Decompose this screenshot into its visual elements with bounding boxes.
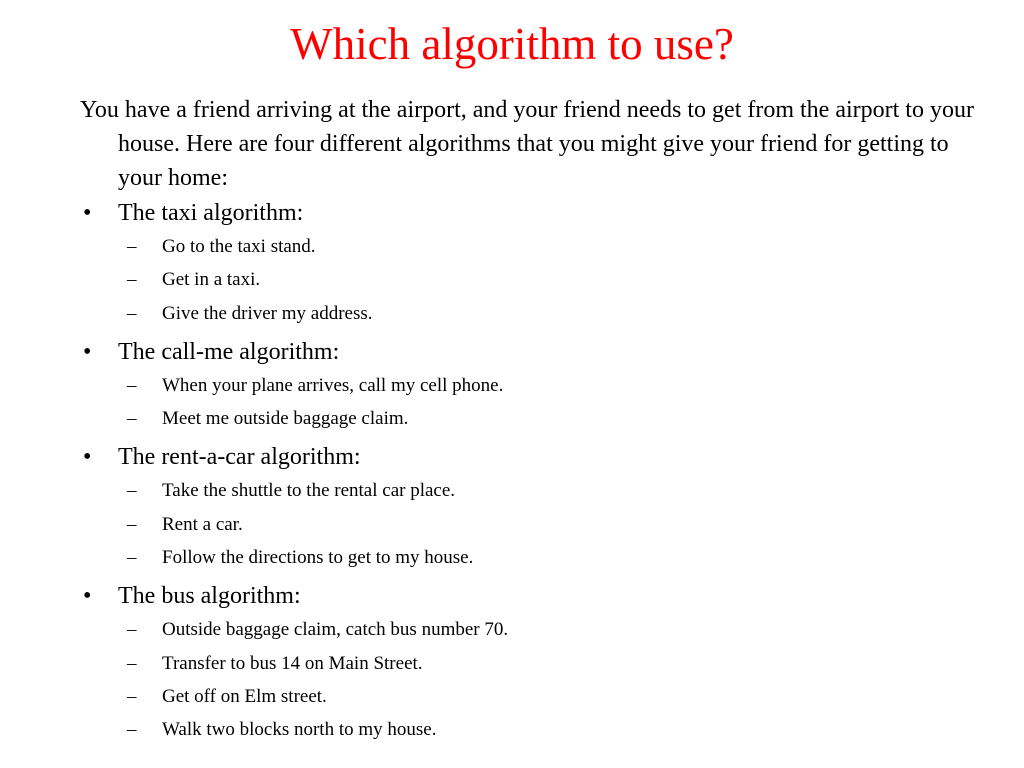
dash-icon: – — [127, 685, 137, 707]
item-text: Transfer to bus 14 on Main Street. — [162, 652, 423, 674]
dash-icon: – — [127, 408, 137, 430]
dash-icon: – — [127, 236, 137, 257]
section-rent-a-car — [80, 440, 960, 474]
list-item — [80, 613, 960, 646]
section-label: The taxi algorithm: — [118, 200, 304, 226]
item-text: Go to the taxi stand. — [162, 236, 316, 257]
list-item — [80, 474, 960, 507]
list-item — [80, 680, 960, 713]
algorithm-list — [80, 196, 960, 747]
dash-icon: – — [127, 513, 137, 535]
dash-icon: – — [127, 547, 137, 569]
list-item — [80, 713, 960, 746]
section-taxi — [80, 196, 960, 230]
item-text: Follow the directions to get to my house. — [162, 547, 474, 569]
item-text: Walk two blocks north to my house. — [162, 719, 437, 741]
list-item — [80, 230, 960, 263]
item-text: Rent a car. — [162, 513, 243, 535]
item-text: Take the shuttle to the rental car place. — [162, 480, 456, 502]
item-text: Outside baggage claim, catch bus number 70. — [162, 619, 509, 641]
section-call-me — [80, 335, 960, 369]
section-bus — [80, 579, 960, 613]
section-label: The bus algorithm: — [118, 583, 301, 610]
dash-icon: – — [127, 719, 137, 741]
list-item — [80, 263, 960, 296]
item-text: Get in a taxi. — [162, 269, 261, 291]
item-text: Get off on Elm street. — [162, 685, 327, 707]
list-item — [80, 297, 960, 330]
dash-icon: – — [127, 269, 137, 291]
list-item — [80, 369, 960, 402]
dash-icon: – — [127, 652, 137, 674]
section-label: The rent-a-car algorithm: — [118, 444, 361, 471]
list-item — [80, 508, 960, 541]
bullet-icon: • — [83, 444, 92, 471]
dash-icon: – — [127, 374, 137, 396]
section-label: The call-me algorithm: — [118, 338, 340, 365]
bullet-icon: • — [83, 200, 92, 226]
item-text: Meet me outside baggage claim. — [162, 408, 409, 430]
bullet-icon: • — [83, 338, 92, 365]
dash-icon: – — [127, 302, 137, 324]
item-text: Give the driver my address. — [162, 302, 373, 324]
item-text: When your plane arrives, call my cell phone. — [162, 374, 504, 396]
dash-icon: – — [127, 480, 137, 502]
bullet-icon: • — [83, 583, 92, 610]
intro-paragraph: You have a friend arriving at the airport, and your friend needs to get from the airport to your house. Here are four different algorithms that you might give your friend for getting to your home: — [80, 97, 974, 191]
dash-icon: – — [127, 619, 137, 641]
list-item — [80, 402, 960, 435]
slide-title: Which algorithm to use? — [290, 19, 734, 69]
list-item — [80, 541, 960, 574]
list-item — [80, 647, 960, 680]
